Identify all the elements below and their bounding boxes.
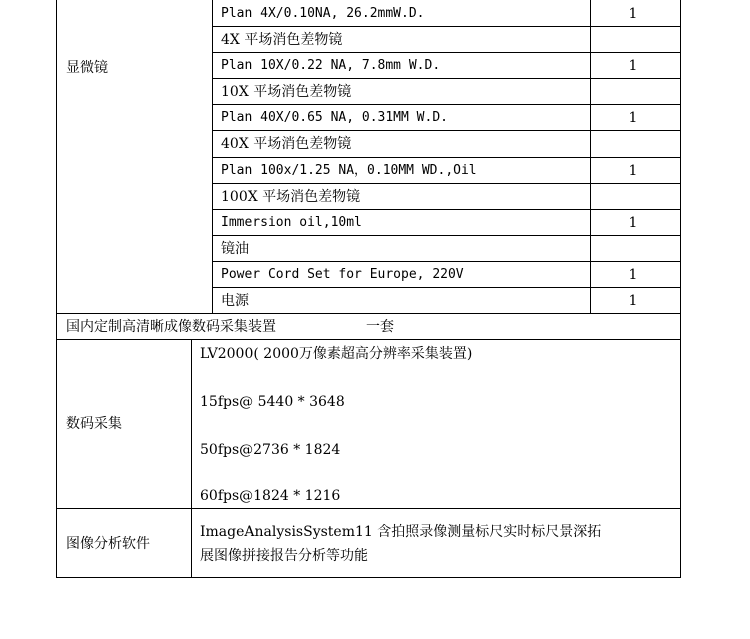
list-item: 电源 (221, 293, 249, 309)
row-line (212, 104, 681, 105)
list-item: 40X 平场消色差物镜 (221, 136, 352, 152)
digital-line: 50fps@2736 * 1824 (200, 442, 341, 458)
list-item: Power Cord Set for Europe, 220V (221, 267, 464, 282)
lower-divider (191, 339, 192, 578)
list-item: Immersion oil,10ml (221, 215, 362, 230)
row-line (212, 52, 681, 53)
list-item: 10X 平场消色差物镜 (221, 84, 352, 100)
software-line: ImageAnalysisSystem11 含拍照录像测量标尺实时标尺景深拓 (200, 524, 602, 540)
row-line (212, 261, 681, 262)
list-item: 4X 平场消色差物镜 (221, 32, 343, 48)
row-line (212, 26, 681, 27)
digital-line: LV2000( 2000万像素超高分辨率采集装置) (200, 346, 473, 362)
section-line (56, 577, 681, 578)
qty-value: 1 (628, 110, 638, 126)
list-item: 100X 平场消色差物镜 (221, 189, 361, 205)
microscope-label: 显微镜 (66, 60, 108, 76)
list-item: Plan 100x/1.25 NA，0.10MM WD.,Oil (221, 163, 477, 178)
list-item: Plan 10X/0.22 NA, 7.8mm W.D. (221, 58, 441, 73)
list-item: 镜油 (221, 241, 249, 257)
digital-line: 15fps@ 5440 * 3648 (200, 394, 345, 410)
row-line (212, 157, 681, 158)
qty-value: 1 (628, 58, 638, 74)
qty-value: 1 (628, 293, 638, 309)
row-line (212, 130, 681, 131)
row-line (212, 183, 681, 184)
digital-label: 数码采集 (66, 416, 122, 432)
software-label: 图像分析软件 (66, 536, 150, 552)
domestic-qty: 一套 (366, 319, 394, 335)
section-line (56, 339, 681, 340)
table-border-left (56, 0, 57, 578)
row-line (212, 287, 681, 288)
section-line (56, 313, 681, 314)
list-item: Plan 40X/0.65 NA, 0.31MM W.D. (221, 110, 448, 125)
list-item: Plan 4X/0.10NA, 26.2mmW.D. (221, 6, 425, 21)
row-line (212, 235, 681, 236)
software-line: 展图像拼接报告分析等功能 (200, 548, 368, 564)
qty-value: 1 (628, 163, 638, 179)
qty-value: 1 (628, 215, 638, 231)
row-line (212, 209, 681, 210)
domestic-label: 国内定制高清晰成像数码采集装置 (66, 319, 276, 335)
qty-value: 1 (628, 267, 638, 283)
table-border-right (680, 0, 681, 578)
qty-value: 1 (628, 6, 638, 22)
row-line (212, 78, 681, 79)
digital-line: 60fps@1824 * 1216 (200, 488, 341, 504)
section-line (56, 508, 681, 509)
